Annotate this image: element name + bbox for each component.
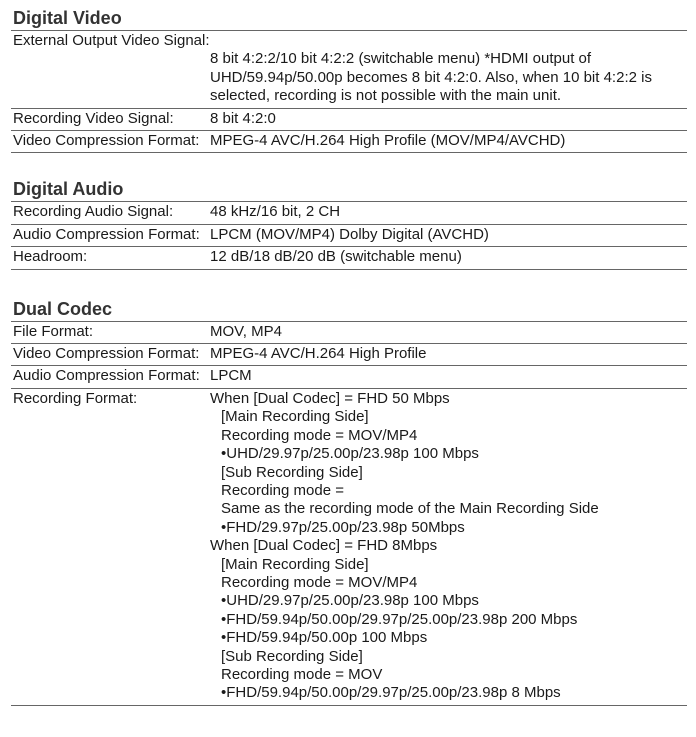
spec-value-line: [Main Recording Side] — [221, 555, 369, 573]
section-title: Digital Audio — [11, 177, 687, 202]
spec-value: MPEG-4 AVC/H.264 High Profile (MOV/MP4/AVCHD) — [210, 132, 566, 150]
section-title: Digital Video — [11, 6, 687, 31]
spec-row-recording-audio-signal — [11, 202, 687, 224]
spec-value-line: [Main Recording Side] — [221, 408, 369, 426]
spec-value-line: When [Dual Codec] = FHD 8Mbps — [210, 537, 438, 555]
spec-row-audio-compression-format — [11, 366, 687, 388]
spec-value: MOV, MP4 — [210, 322, 282, 340]
spec-value-line: When [Dual Codec] = FHD 50 Mbps — [210, 389, 450, 407]
spec-value-line: 8 bit 4:2:2/10 bit 4:2:2 (switchable menu) — [210, 50, 481, 68]
spec-label: Audio Compression Format: — [13, 367, 200, 385]
spec-value-line: •FHD/59.94p/50.00p/29.97p/25.00p/23.98p 8 Mbps — [221, 684, 561, 702]
spec-label: External Output Video Signal: — [13, 32, 210, 49]
spec-label: Headroom: — [13, 248, 88, 266]
spec-value: LPCM (MOV/MP4) Dolby Digital (AVCHD) — [210, 225, 489, 243]
spec-value-line: •UHD/29.97p/25.00p/23.98p 100 Mbps — [221, 592, 479, 610]
spec-value-line: with the main unit. — [440, 87, 562, 105]
spec-value-line: •FHD/29.97p/25.00p/23.98p 50Mbps — [221, 518, 465, 536]
section-digital-video — [11, 6, 687, 153]
spec-value-line: [Sub Recording Side] — [221, 647, 363, 665]
spec-label: Recording Audio Signal: — [13, 203, 174, 221]
spec-value-line: Recording mode = — [221, 481, 344, 499]
spec-value-line: Also, when 10 bit 4:2:2 is selected, recording is not possible — [210, 68, 652, 105]
spec-value: MPEG-4 AVC/H.264 High Profile — [210, 345, 427, 363]
spec-row-headroom — [11, 247, 687, 269]
spec-row-file-format — [11, 322, 687, 344]
section-dual-codec — [11, 297, 687, 706]
spec-value-line: Recording mode = MOV/MP4 — [221, 573, 418, 591]
spec-value — [13, 50, 687, 105]
spec-value-line: Recording mode = MOV/MP4 — [221, 426, 418, 444]
spec-value-line: Recording mode = MOV — [221, 665, 383, 683]
spec-value: 48 kHz/16 bit, 2 CH — [210, 203, 341, 221]
spec-value: 8 bit 4:2:0 — [210, 109, 276, 127]
spec-row-video-compression-format — [11, 344, 687, 366]
spec-row-audio-compression-format — [11, 225, 687, 247]
spec-row-recording-video-signal — [11, 109, 687, 131]
spec-label: File Format: — [13, 322, 94, 340]
spec-value: 12 dB/18 dB/20 dB (switchable menu) — [210, 248, 462, 266]
spec-value-line: [Sub Recording Side] — [221, 463, 363, 481]
section-title: Dual Codec — [11, 297, 687, 322]
spec-label: Recording Format: — [13, 389, 138, 407]
spec-value-line: •UHD/29.97p/25.00p/23.98p 100 Mbps — [221, 445, 479, 463]
spec-value-line: •FHD/59.94p/50.00p 100 Mbps — [221, 629, 428, 647]
spec-label: Video Compression Format: — [13, 345, 200, 363]
spec-row-video-compression-format — [11, 131, 687, 153]
spec-label: Video Compression Format: — [13, 132, 200, 150]
spec-row-external-output — [11, 31, 687, 109]
spec-row-recording-format — [11, 389, 687, 706]
spec-value-line: •FHD/59.94p/50.00p/29.97p/25.00p/23.98p 200 Mbps — [221, 610, 578, 628]
spec-label: Audio Compression Format: — [13, 225, 200, 243]
spec-value — [210, 390, 687, 703]
spec-value: LPCM — [210, 367, 252, 385]
spec-value-line: *HDMI output of UHD/59.94p/50.00p becomes 8 bit 4:2:0. — [210, 50, 592, 86]
section-digital-audio — [11, 177, 687, 269]
spec-page — [11, 6, 687, 706]
spec-value-line: Same as the recording mode of the Main Recording Side — [221, 500, 599, 518]
spec-label: Recording Video Signal: — [13, 109, 174, 127]
